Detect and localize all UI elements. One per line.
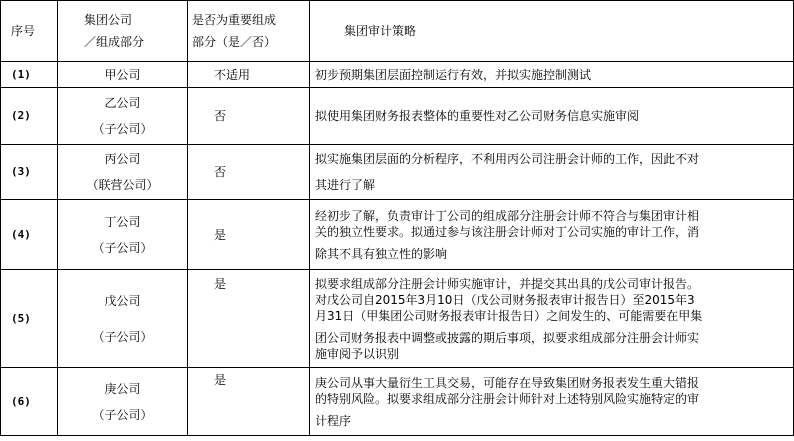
row-important: 否 bbox=[188, 88, 310, 145]
row-strategy bbox=[310, 270, 794, 368]
row-strategy bbox=[310, 88, 794, 145]
header-important bbox=[188, 1, 310, 62]
company-name: 乙公司 bbox=[104, 96, 141, 110]
row-company bbox=[58, 145, 188, 200]
company-name: 戊公司 bbox=[104, 293, 141, 308]
row-strategy bbox=[310, 368, 794, 436]
row-strategy bbox=[310, 62, 794, 88]
strategy-line: 拟实施集团层面的分析程序，不利用丙公司注册会计师的工作，因此不对 bbox=[315, 152, 700, 166]
strategy-line: 对戊公司自2015年3月10日（戊公司财务报表审计报告日）至2015年3 bbox=[315, 292, 695, 307]
company-type: （子公司） bbox=[92, 407, 153, 422]
company-type: （子公司） bbox=[92, 122, 153, 136]
table-row bbox=[1, 62, 794, 88]
table-row bbox=[1, 88, 794, 145]
table-row bbox=[1, 270, 794, 368]
row-important: 否 bbox=[188, 145, 310, 200]
row-no: (5) bbox=[1, 270, 58, 368]
company-name: 丁公司 bbox=[104, 214, 141, 229]
row-company bbox=[58, 200, 188, 270]
strategy-line: 的特别风险。拟要求组成部分注册会计师针对上述特别风险实施特定的审 bbox=[315, 391, 700, 406]
strategy-line: 其进行了解 bbox=[315, 178, 376, 192]
table-header-row bbox=[1, 1, 794, 62]
row-company bbox=[58, 62, 188, 88]
row-company bbox=[58, 270, 188, 368]
strategy-line: 除其不具有独立性的影响 bbox=[315, 246, 448, 261]
strategy-line: 施审阅予以识别 bbox=[315, 346, 400, 361]
header-important-line2: 部分（是／否） bbox=[192, 35, 277, 49]
strategy-line: 月31日（甲集团公司财务报表审计报告日）之间发生的、可能需要在甲集 bbox=[315, 308, 703, 323]
company-type: （联营公司） bbox=[86, 178, 159, 192]
row-important: 是 bbox=[188, 270, 310, 368]
strategy-line: 拟使用集团财务报表整体的重要性对乙公司财务信息实施审阅 bbox=[315, 109, 640, 123]
row-important: 是 bbox=[188, 368, 310, 436]
row-no: (3) bbox=[1, 145, 58, 200]
row-no: (1) bbox=[1, 62, 58, 88]
company-type: （子公司） bbox=[92, 329, 153, 344]
strategy-line: 初步预期集团层面控制运行有效，并拟实施控制测试 bbox=[315, 67, 592, 82]
row-no: (2) bbox=[1, 88, 58, 145]
row-company bbox=[58, 88, 188, 145]
company-type: （子公司） bbox=[92, 240, 153, 255]
strategy-line: 计程序 bbox=[315, 413, 352, 428]
row-important: 不适用 bbox=[188, 62, 310, 88]
company-name: 庚公司 bbox=[104, 381, 141, 396]
header-strategy: 集团审计策略 bbox=[310, 1, 794, 62]
row-important: 是 bbox=[188, 200, 310, 270]
strategy-line: 经初步了解，负责审计丁公司的组成部分注册会计师不符合与集团审计相 bbox=[315, 208, 700, 223]
header-company-line2: ／组成部分 bbox=[84, 35, 145, 49]
company-name: 甲公司 bbox=[104, 67, 141, 82]
row-strategy bbox=[310, 145, 794, 200]
header-company bbox=[58, 1, 188, 62]
company-name: 丙公司 bbox=[104, 152, 141, 166]
header-no: 序号 bbox=[1, 1, 58, 62]
table-row bbox=[1, 200, 794, 270]
strategy-line: 拟要求组成部分注册会计师实施审计，并提交其出具的戊公司审计报告。 bbox=[315, 276, 700, 291]
strategy-line: 庚公司从事大量衍生工具交易，可能存在导致集团财务报表发生重大错报 bbox=[315, 375, 700, 390]
row-strategy bbox=[310, 200, 794, 270]
header-company-line1: 集团公司 bbox=[84, 13, 133, 27]
table-row bbox=[1, 145, 794, 200]
table-row bbox=[1, 368, 794, 436]
strategy-line: 团公司财务报表中调整或披露的期后事项，拟要求组成部分注册会计师实 bbox=[315, 330, 700, 345]
strategy-line: 关的独立性要求。拟通过参与该注册会计师对丁公司实施的审计工作，消 bbox=[315, 224, 700, 239]
row-company bbox=[58, 368, 188, 436]
row-no: (6) bbox=[1, 368, 58, 436]
row-no: (4) bbox=[1, 200, 58, 270]
header-important-line1: 是否为重要组成 bbox=[192, 13, 277, 27]
